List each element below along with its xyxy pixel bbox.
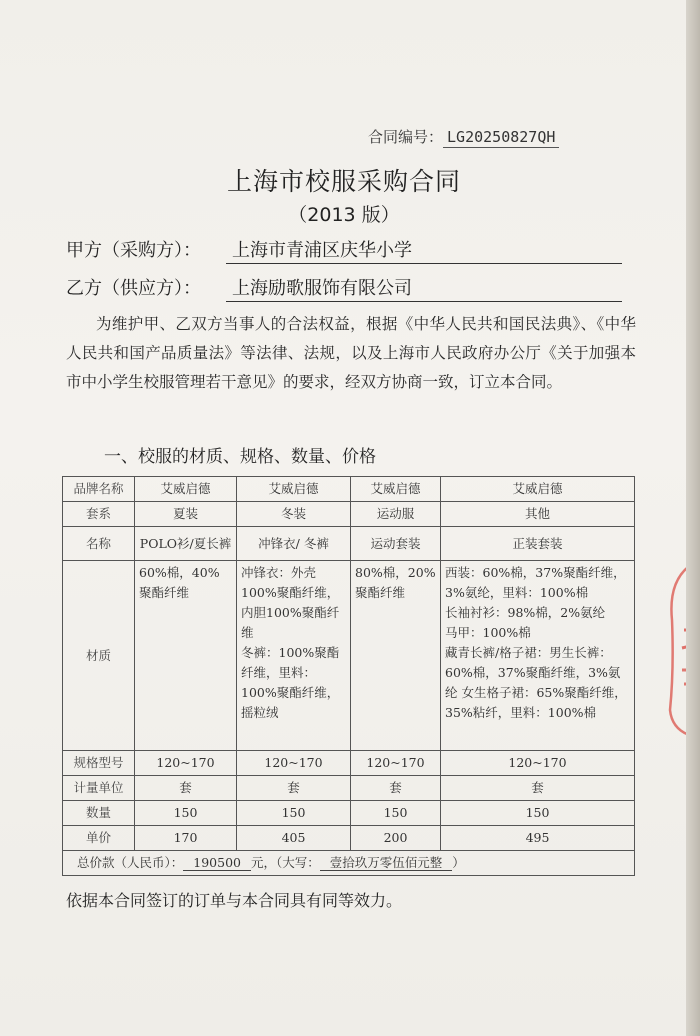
- total-amount: 190500: [183, 855, 251, 871]
- row-header-price: 单价: [63, 826, 135, 851]
- table-cell: 150: [135, 801, 237, 826]
- row-header-name: 名称: [63, 527, 135, 561]
- party-b: [66, 274, 622, 302]
- row-header-unit: 计量单位: [63, 776, 135, 801]
- table-cell: 冬装: [237, 502, 351, 527]
- row-header-brand: 品牌名称: [63, 477, 135, 502]
- total-close: ）: [452, 855, 465, 870]
- table-cell: 艾威启德: [441, 477, 635, 502]
- table-cell: 170: [135, 826, 237, 851]
- party-a-name: 上海市青浦区庆华小学: [226, 236, 622, 264]
- contract-title: 上海市校服采购合同: [226, 167, 461, 196]
- total-amount-words: 壹拾玖万零伍佰元整: [320, 855, 453, 871]
- footer-note: 依据本合同签订的订单与本合同具有同等效力。: [66, 891, 403, 910]
- table-cell: 120~170: [351, 751, 441, 776]
- table-cell: 正装套装: [441, 527, 635, 561]
- table-cell-material: 80%棉，20%聚酯纤维: [351, 561, 441, 751]
- row-header-material: 材质: [63, 561, 135, 751]
- table-cell: 运动服: [351, 502, 441, 527]
- table-cell: 120~170: [237, 751, 351, 776]
- table-row-brand: [63, 477, 635, 502]
- table-row-size: [63, 751, 635, 776]
- table-cell: 120~170: [441, 751, 635, 776]
- table-cell-material: 冲锋衣：外壳100%聚酯纤维，内胆100%聚酯纤维 冬裤：100%聚酯纤维，里料：100%聚酯纤维，摇粒绒: [237, 561, 351, 751]
- table-cell: 其他: [441, 502, 635, 527]
- table-cell: 套: [237, 776, 351, 801]
- table-cell: 150: [441, 801, 635, 826]
- table-cell: 运动套装: [351, 527, 441, 561]
- table-row-material: [63, 561, 635, 751]
- table-cell: 120~170: [135, 751, 237, 776]
- section-heading: 一、校服的材质、规格、数量、价格: [104, 447, 376, 467]
- table-cell-material: 60%棉，40%聚酯纤维: [135, 561, 237, 751]
- party-b-label: 乙方（供应方）：: [66, 278, 201, 299]
- table-cell: 150: [351, 801, 441, 826]
- table-row-series: [63, 502, 635, 527]
- table-cell: 405: [237, 826, 351, 851]
- table-cell: 艾威启德: [237, 477, 351, 502]
- table-cell: 套: [135, 776, 237, 801]
- table-cell: 套: [441, 776, 635, 801]
- row-header-qty: 数量: [63, 801, 135, 826]
- table-row-unit: [63, 776, 635, 801]
- party-a-label: 甲方（采购方）：: [66, 240, 201, 261]
- table-row-price: [63, 826, 635, 851]
- table-cell: 艾威启德: [135, 477, 237, 502]
- table-row-total: [63, 851, 635, 876]
- table-cell: POLO衫/夏长裤: [135, 527, 237, 561]
- table-cell: 200: [351, 826, 441, 851]
- party-b-name: 上海励歌服饰有限公司: [226, 274, 622, 302]
- total-price-cell: [63, 851, 635, 876]
- table-cell: 495: [441, 826, 635, 851]
- red-seal-stamp: [662, 560, 688, 740]
- row-header-series: 套系: [63, 502, 135, 527]
- table-cell-material: 西装：60%棉，37%聚酯纤维，3%氨纶，里料：100%棉 长袖衬衫：98%棉，2%氨纶 马甲：100%棉 藏青长裤/格子裙：男生长裤：60%棉，37%聚酯纤维，3%氨纶 女生格子裙：65%聚酯纤维，35%粘纤，里料：100%棉: [441, 561, 635, 751]
- total-label: 总价款（人民币）：: [77, 855, 184, 870]
- contract-edition: （2013 版）: [288, 204, 400, 226]
- uniform-table: [62, 476, 635, 876]
- table-cell: 夏装: [135, 502, 237, 527]
- table-cell: 150: [237, 801, 351, 826]
- intro-paragraph: 为维护甲、乙双方当事人的合法权益，根据《中华人民共和国民法典》、《中华人民共和国产品质量法》等法律、法规，以及上海市人民政府办公厅《关于加强本市中小学生校服管理若干意见》的要求，经双方协商一致，订立本合同。: [66, 315, 636, 391]
- table-cell: 艾威启德: [351, 477, 441, 502]
- contract-number: [368, 126, 559, 147]
- table-cell: 套: [351, 776, 441, 801]
- contract-number-value: LG20250827QH: [443, 128, 559, 148]
- total-unit-text: 元，（大写：: [250, 855, 320, 870]
- row-header-size: 规格型号: [63, 751, 135, 776]
- page-edge-shadow: [686, 0, 700, 1036]
- party-a: [66, 236, 622, 264]
- table-row-qty: [63, 801, 635, 826]
- table-cell: 冲锋衣/ 冬裤: [237, 527, 351, 561]
- table-row-name: [63, 527, 635, 561]
- contract-number-label: 合同编号：: [368, 128, 444, 146]
